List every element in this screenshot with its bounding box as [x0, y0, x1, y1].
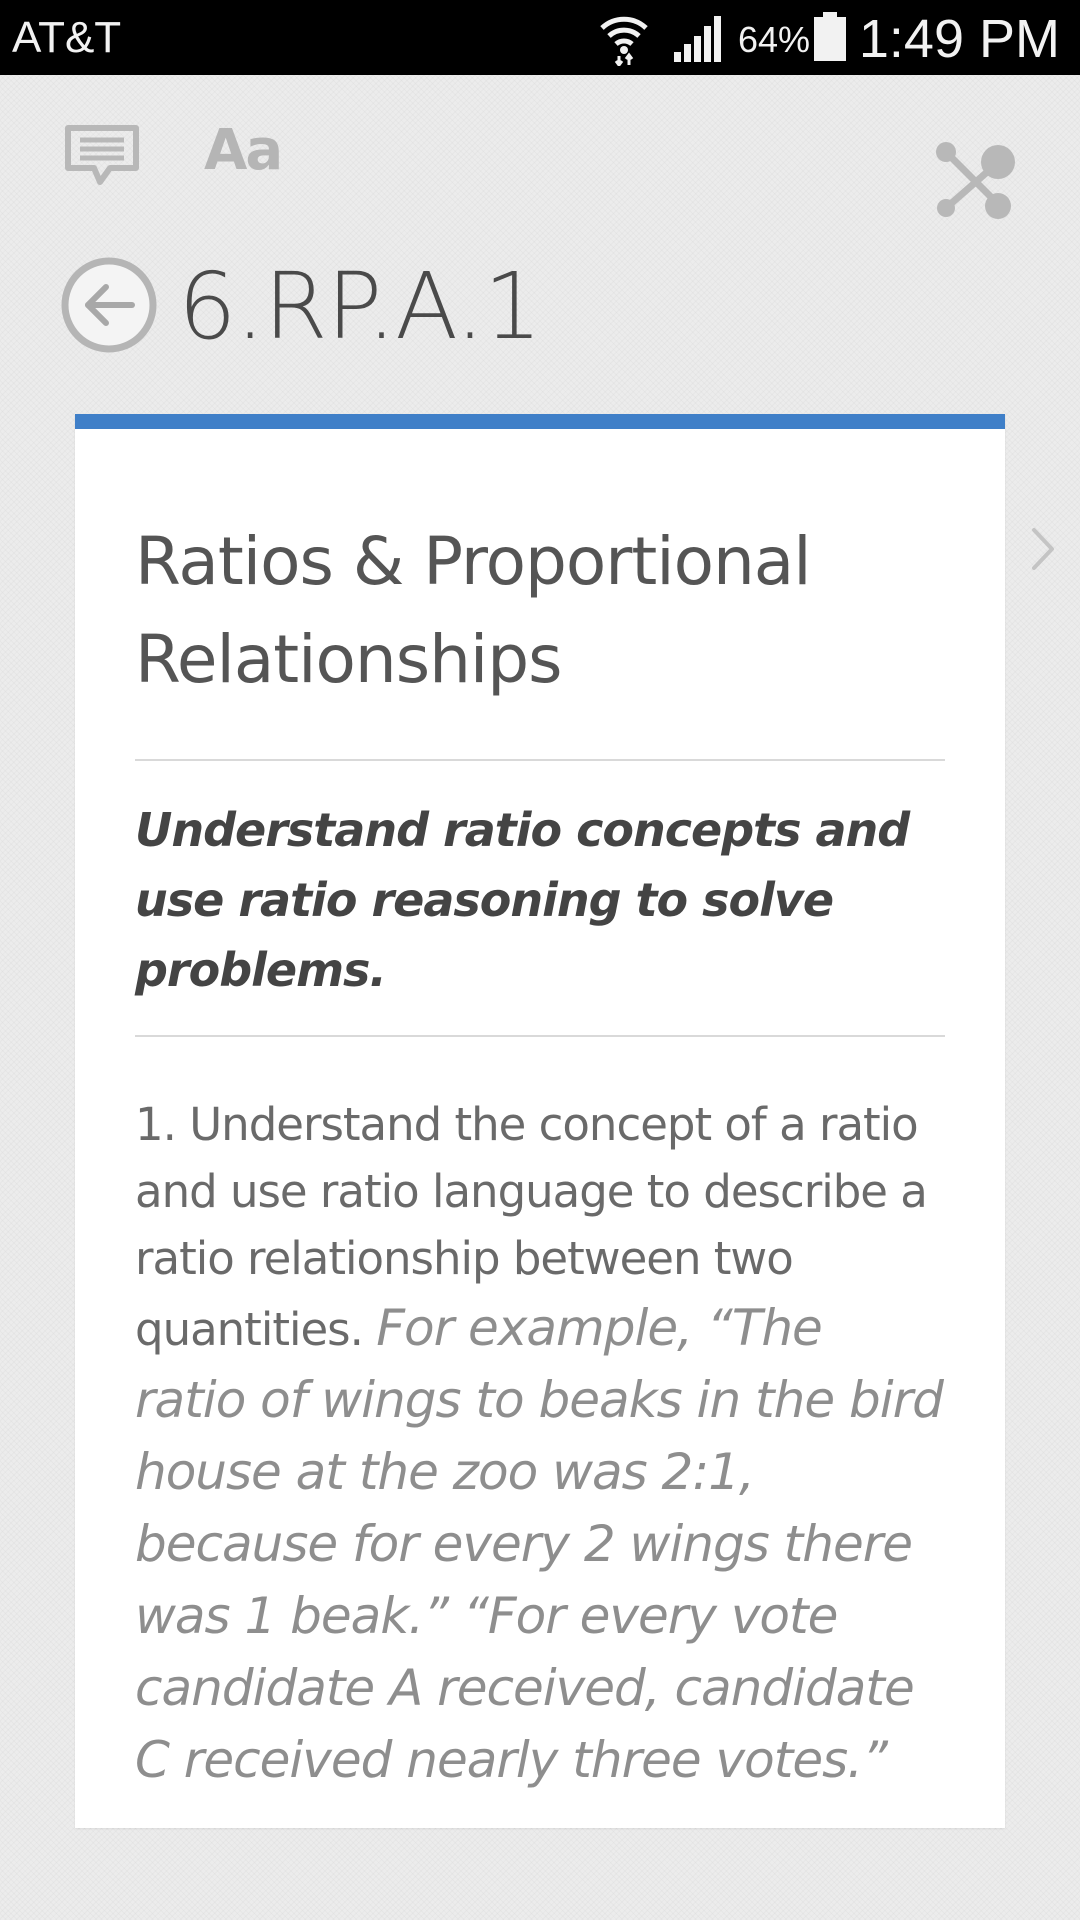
- divider: [135, 1035, 945, 1037]
- standard-text: 1. Understand the concept of a ratio and use ratio language to describe a ratio relationship between two quantities.: [135, 1098, 927, 1356]
- battery-icon: [812, 12, 848, 62]
- standard-example: For example, “The ratio of wings to beaks in the bird house at the zoo was 2:1, because for every 2 wings there was 1 beak.” “For every vote candidate A received, candidate C received nearly three votes.”: [135, 1299, 943, 1789]
- chevron-right-icon[interactable]: [1030, 526, 1056, 572]
- page-title: 6.RP.A.1: [178, 253, 542, 360]
- divider: [135, 759, 945, 761]
- standard-card: [75, 414, 1005, 1828]
- share-icon[interactable]: [932, 138, 1018, 224]
- battery-percentage: 64%: [738, 19, 811, 60]
- card-content: [135, 429, 945, 1796]
- carrier-name: AT&T: [12, 13, 122, 62]
- signal-icon: [672, 14, 724, 62]
- clock: 1:49 PM: [858, 9, 1060, 69]
- wifi-icon: [598, 10, 650, 66]
- cluster-heading: Understand ratio concepts and use ratio reasoning to solve problems.: [135, 803, 910, 997]
- domain-title: Ratios & Proportional Relationships: [135, 523, 811, 698]
- notes-icon[interactable]: [64, 124, 140, 186]
- standard-description: [135, 1091, 945, 1796]
- status-bar: [0, 0, 1080, 75]
- font-size-button[interactable]: Aa: [204, 118, 282, 183]
- back-arrow-icon[interactable]: [60, 256, 158, 354]
